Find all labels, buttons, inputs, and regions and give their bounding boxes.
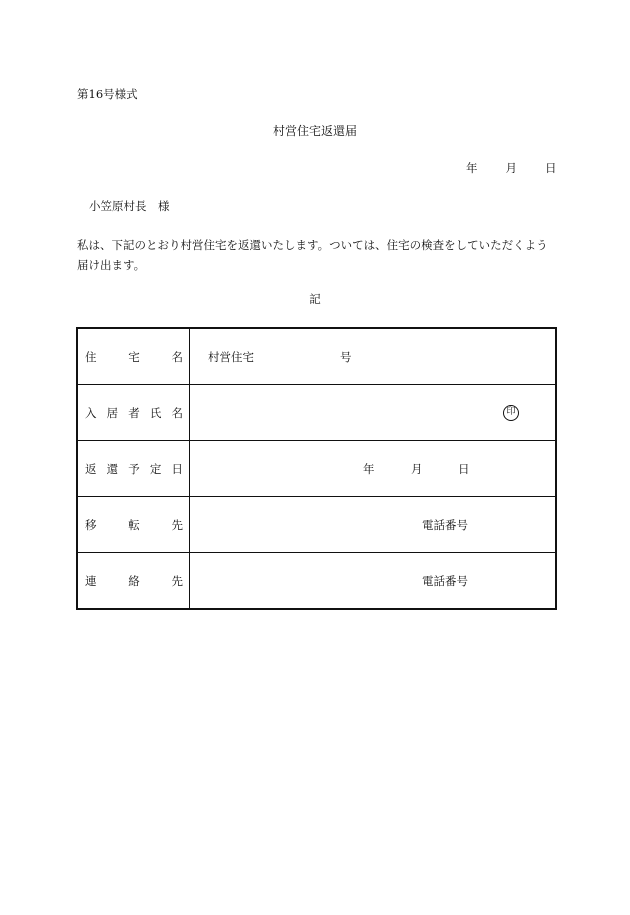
label-house-name <box>77 328 190 385</box>
field-house-name[interactable] <box>190 328 557 385</box>
house-number-suffix: 号 <box>340 349 352 364</box>
label-char: 入 <box>85 405 97 420</box>
addressee: 小笠原村長 様 <box>89 199 170 213</box>
field-return-date[interactable] <box>190 441 557 497</box>
label-char: 転 <box>128 517 140 532</box>
document-title: 村営住宅返還届 <box>272 124 357 138</box>
contact-phone-label: 電話番号 <box>422 573 468 588</box>
ki-heading: 記 <box>309 292 321 306</box>
label-char: 氏 <box>149 405 162 420</box>
seal-icon: 印 <box>503 405 519 421</box>
label-char: 返 <box>85 461 97 476</box>
label-char: 絡 <box>128 573 140 588</box>
label-char: 名 <box>171 349 183 364</box>
label-char: 者 <box>128 405 140 420</box>
moving-phone-label: 電話番号 <box>422 517 468 532</box>
form-number: 第16号様式 <box>77 87 138 101</box>
label-resident-name <box>77 385 190 441</box>
label-return-date <box>77 441 190 497</box>
label-char: 名 <box>171 405 183 420</box>
label-char: 連 <box>85 573 97 588</box>
label-char: 宅 <box>128 349 140 364</box>
label-char: 定 <box>149 461 162 476</box>
label-char: 移 <box>85 517 97 532</box>
date-year: 年 <box>466 161 478 175</box>
table-row-return-date <box>77 441 556 497</box>
return-date-year: 年 <box>363 461 375 476</box>
label-char: 予 <box>128 461 140 476</box>
label-char: 日 <box>171 461 183 476</box>
label-contact <box>77 553 190 610</box>
table-row-resident-name <box>77 385 556 441</box>
submission-date <box>466 160 557 176</box>
return-form-table <box>76 327 557 610</box>
label-moving-address <box>77 497 190 553</box>
table-row-moving-address <box>77 497 556 553</box>
house-prefix: 村営住宅 <box>208 349 254 364</box>
table-row-contact <box>77 553 556 610</box>
date-day: 日 <box>545 161 557 175</box>
body-text: 私は、下記のとおり村営住宅を返還いたします。ついては、住宅の検査をしていただくよう届け出ます。 <box>77 238 548 272</box>
field-moving-address[interactable] <box>190 497 557 553</box>
return-date-month: 月 <box>411 461 423 476</box>
label-char: 先 <box>171 517 183 532</box>
label-char: 居 <box>106 405 119 420</box>
date-month: 月 <box>505 161 517 175</box>
label-char: 先 <box>171 573 183 588</box>
label-char: 還 <box>106 461 119 476</box>
field-contact[interactable] <box>190 553 557 610</box>
label-char: 住 <box>85 349 97 364</box>
table-row-house-name <box>77 328 556 385</box>
field-resident-name[interactable] <box>190 385 557 441</box>
return-date-day: 日 <box>458 461 470 476</box>
